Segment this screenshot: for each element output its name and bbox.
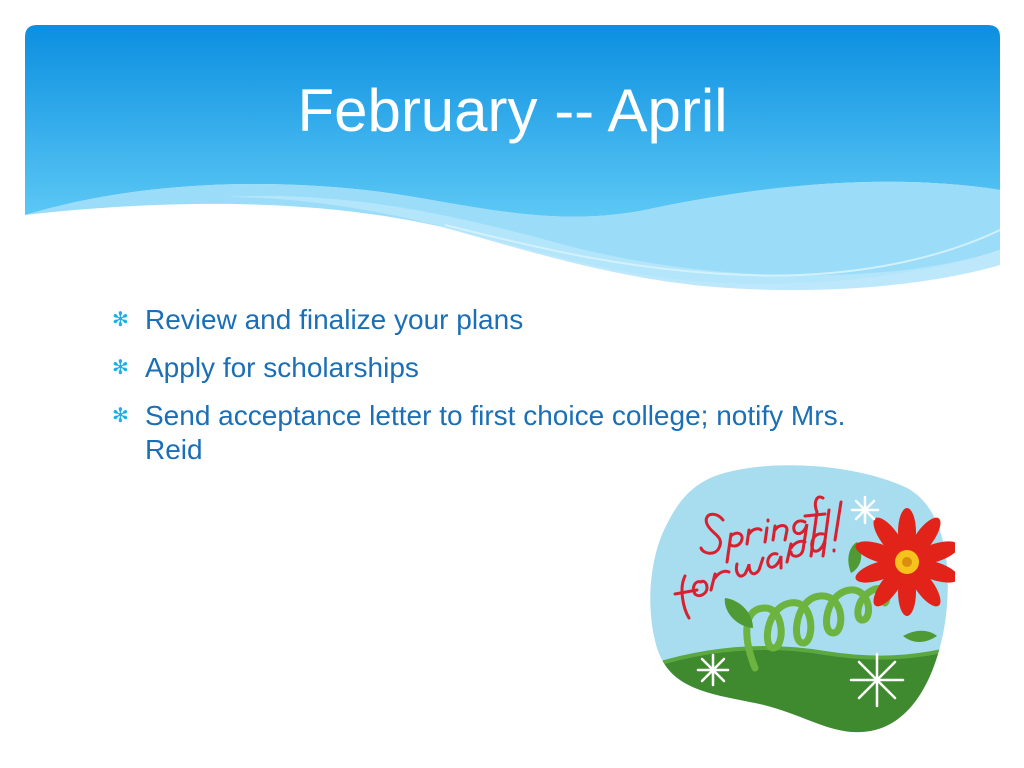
wave-banner [25,25,1000,295]
asterisk-bullet-icon: ✻ [112,309,129,331]
spring-forward-clipart [645,458,955,743]
title-banner [25,25,1000,295]
bullet-item [112,303,872,337]
bullet-item [112,399,872,467]
asterisk-bullet-icon: ✻ [112,357,129,379]
asterisk-bullet-icon: ✻ [112,405,129,427]
bullet-text: Apply for scholarships [145,352,419,383]
bullet-text: Send acceptance letter to first choice college; notify Mrs. Reid [145,400,846,465]
bullet-list [112,303,872,481]
bullet-item [112,351,872,385]
spring-forward-badge [645,458,955,738]
bullet-text: Review and finalize your plans [145,304,524,335]
slide-title: February -- April [297,77,728,144]
